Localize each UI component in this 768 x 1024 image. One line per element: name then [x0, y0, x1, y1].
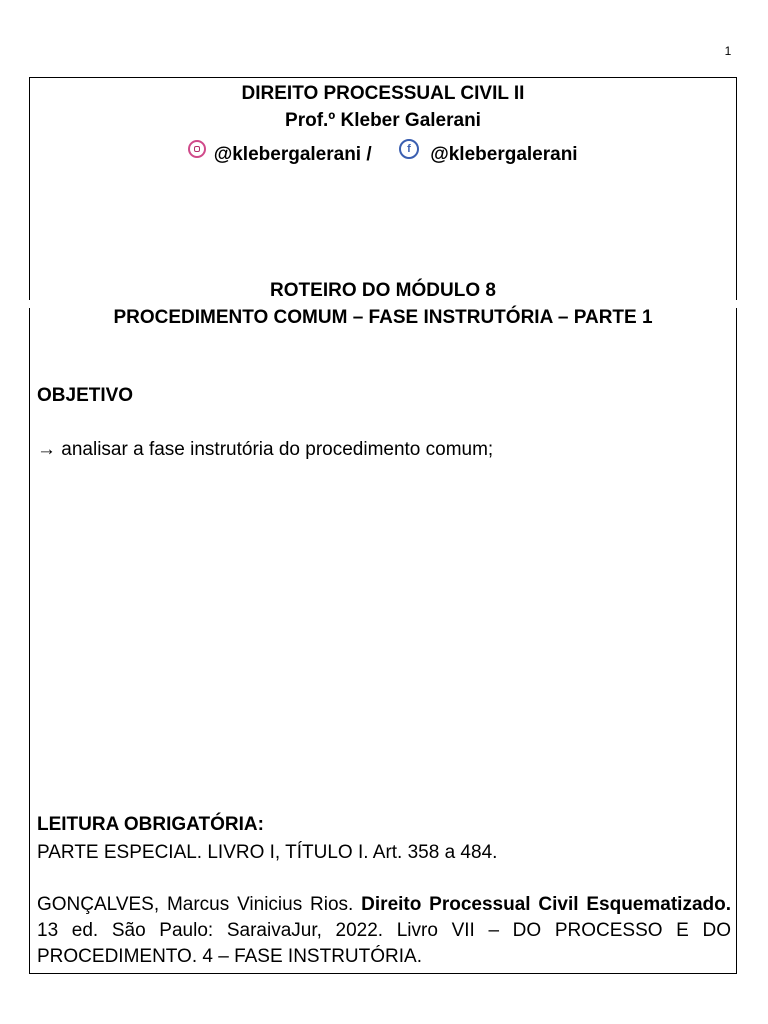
social-handles — [30, 140, 736, 170]
instagram-handle: @klebergalerani — [213, 144, 362, 165]
citation-rest: 13 ed. São Paulo: SaraivaJur, 2022. Livro VII – DO PROCESSO E DO PROCEDIMENTO. 4 – FASE INSTRUTÓRIA. — [37, 920, 731, 967]
objective-text: analisar a fase instrutória do procedimento comum; — [61, 439, 494, 460]
professor-name: Prof.º Kleber Galerani — [285, 110, 481, 131]
citation — [37, 892, 731, 970]
frame-gap — [736, 300, 739, 308]
header — [30, 80, 736, 134]
module-heading — [30, 277, 736, 331]
arrow-icon: → — [37, 439, 56, 460]
reading-line: PARTE ESPECIAL. LIVRO I, TÍTULO I. Art. 358 a 484. — [37, 842, 498, 863]
page-number: 1 — [724, 44, 732, 58]
objective-item — [37, 437, 493, 463]
facebook-handle: @klebergalerani — [430, 144, 578, 165]
citation-book: Direito Processual Civil Esquematizado. — [361, 894, 732, 915]
facebook-icon: f — [399, 139, 419, 159]
social-separator: / — [366, 144, 372, 165]
citation-author: GONÇALVES, Marcus Vinicius Rios. — [37, 894, 354, 915]
objective-title: OBJETIVO — [37, 385, 134, 406]
module-subtitle: PROCEDIMENTO COMUM – FASE INSTRUTÓRIA – PARTE 1 — [113, 307, 653, 328]
instagram-icon — [188, 140, 206, 158]
module-title: ROTEIRO DO MÓDULO 8 — [270, 280, 496, 301]
course-title: DIREITO PROCESSUAL CIVIL II — [241, 83, 525, 104]
reading-title: LEITURA OBRIGATÓRIA: — [37, 814, 264, 835]
